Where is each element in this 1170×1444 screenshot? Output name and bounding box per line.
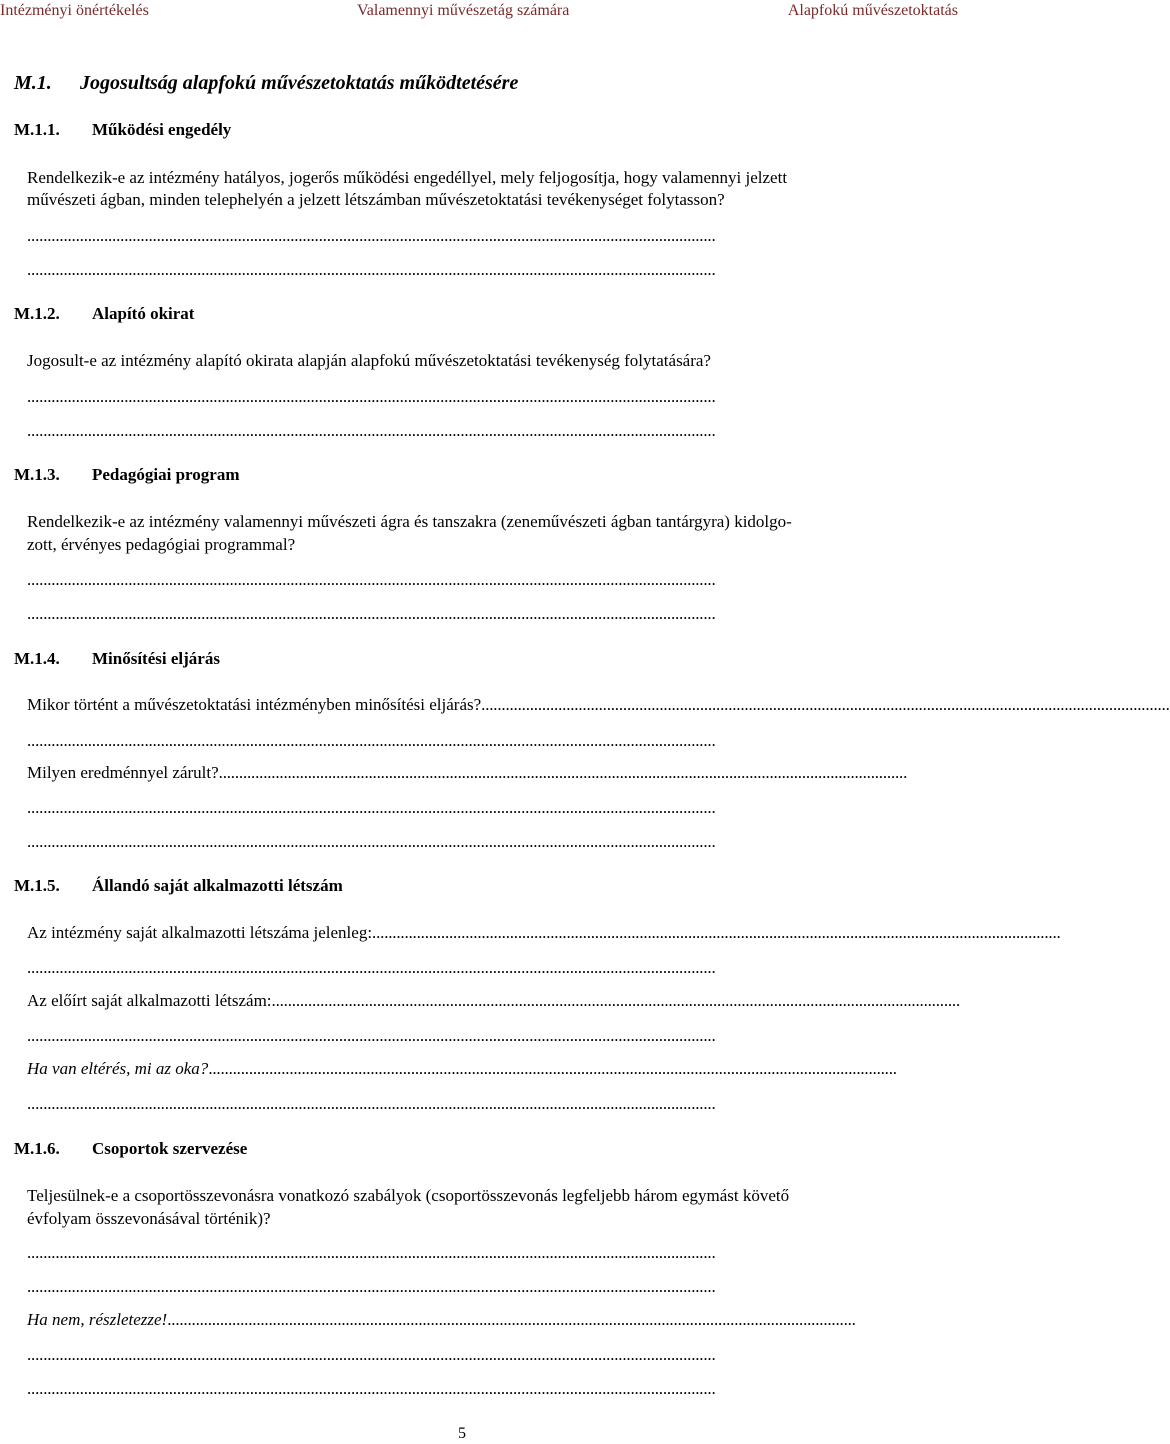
answer-line[interactable]: ..........................................................................................................................................................................: [27, 1345, 716, 1364]
answer-line[interactable]: ..........................................................................................................................................................................: [27, 226, 716, 245]
question-line: zott, érvényes pedagógiai programmal?: [27, 535, 296, 554]
answer-line[interactable]: ..........................................................................................................................................................................: [27, 1094, 716, 1113]
page-number: 5: [458, 1425, 466, 1442]
main-number: M.1.: [14, 72, 52, 94]
answer-line[interactable]: ..........................................................................................................................................................................: [27, 798, 716, 817]
answer-line[interactable]: ..........................................................................................................................................................................: [27, 604, 716, 623]
main-title: Jogosultság alapfokú művészetoktatás működtetésére: [80, 72, 519, 94]
answer-line[interactable]: ..........................................................................................................................................................................: [27, 958, 716, 977]
section-number: M.1.2.: [14, 304, 60, 323]
answer-line[interactable]: ..........................................................................................................................................................................: [27, 832, 716, 851]
answer-dots[interactable]: ..........................................................................................................................................................................: [218, 763, 908, 782]
section-number: M.1.1.: [14, 120, 60, 139]
section-number: M.1.3.: [14, 465, 60, 484]
answer-line[interactable]: ..........................................................................................................................................................................: [27, 570, 716, 589]
section-title: Csoportok szervezése: [92, 1139, 248, 1158]
section-number: M.1.4.: [14, 649, 60, 668]
question-field[interactable]: [27, 763, 945, 783]
section-number: M.1.6.: [14, 1139, 60, 1158]
answer-line[interactable]: ..........................................................................................................................................................................: [27, 387, 716, 406]
header-right: Alapfokú művészetoktatás: [787, 2, 958, 19]
question-line: művészeti ágban, minden telephelyén a jelzett létszámban művészetoktatási tevékenységet folytasson?: [27, 190, 725, 209]
question-field[interactable]: [27, 1059, 945, 1079]
question-line: évfolyam összevonásával történik)?: [27, 1209, 271, 1228]
section-title: Állandó saját alkalmazotti létszám: [92, 876, 343, 895]
section-number: M.1.5.: [14, 876, 60, 895]
question-label: Ha nem, részletezze!: [27, 1310, 168, 1329]
answer-line[interactable]: ..........................................................................................................................................................................: [27, 1026, 716, 1045]
question-field[interactable]: [27, 1310, 945, 1330]
question-field[interactable]: [27, 991, 961, 1011]
question-label: Az intézmény saját alkalmazotti létszáma jelenleg:: [27, 923, 373, 942]
question-line: Teljesülnek-e a csoportösszevonásra vonatkozó szabályok (csoportösszevonás legfeljebb három egymást követő: [27, 1186, 790, 1205]
answer-line[interactable]: ..........................................................................................................................................................................: [27, 421, 716, 440]
section-title: Alapító okirat: [92, 304, 195, 323]
answer-dots[interactable]: ..........................................................................................................................................................................: [372, 923, 1061, 942]
question-label: Az előírt saját alkalmazotti létszám:: [27, 991, 272, 1010]
answer-dots[interactable]: ..........................................................................................................................................................................: [167, 1310, 856, 1329]
question-label: Mikor történt a művészetoktatási intézményben minősítési eljárás?: [27, 695, 482, 714]
answer-dots[interactable]: ..........................................................................................................................................................................: [271, 991, 961, 1010]
question-field[interactable]: [27, 695, 1170, 715]
answer-line[interactable]: ..........................................................................................................................................................................: [27, 260, 716, 279]
section-title: Pedagógiai program: [92, 465, 240, 484]
header-left: Intézményi önértékelés: [0, 2, 149, 19]
question-line: Jogosult-e az intézmény alapító okirata alapján alapfokú művészetoktatási tevékenység folytatására?: [27, 351, 711, 370]
header-center: Valamennyi művészetág számára: [357, 2, 570, 19]
answer-line[interactable]: ..........................................................................................................................................................................: [27, 1277, 716, 1296]
question-field[interactable]: [27, 923, 1061, 943]
answer-dots[interactable]: ..........................................................................................................................................................................: [481, 695, 1170, 714]
section-title: Működési engedély: [92, 120, 232, 139]
answer-line[interactable]: ..........................................................................................................................................................................: [27, 1243, 716, 1262]
question-line: Rendelkezik-e az intézmény valamennyi művészeti ágra és tanszakra (zeneművészeti ágban tantárgyra) kidolgo-: [27, 512, 792, 531]
answer-line[interactable]: ..........................................................................................................................................................................: [27, 1379, 716, 1398]
section-title: Minősítési eljárás: [92, 649, 220, 668]
answer-line[interactable]: ..........................................................................................................................................................................: [27, 731, 716, 750]
question-line: Rendelkezik-e az intézmény hatályos, jogerős működési engedéllyel, mely feljogosítja, hogy valamennyi jelzett: [27, 168, 788, 187]
answer-dots[interactable]: ..........................................................................................................................................................................: [208, 1059, 897, 1078]
question-label: Ha van eltérés, mi az oka?: [27, 1059, 209, 1078]
question-label: Milyen eredménnyel zárult?: [27, 763, 219, 782]
